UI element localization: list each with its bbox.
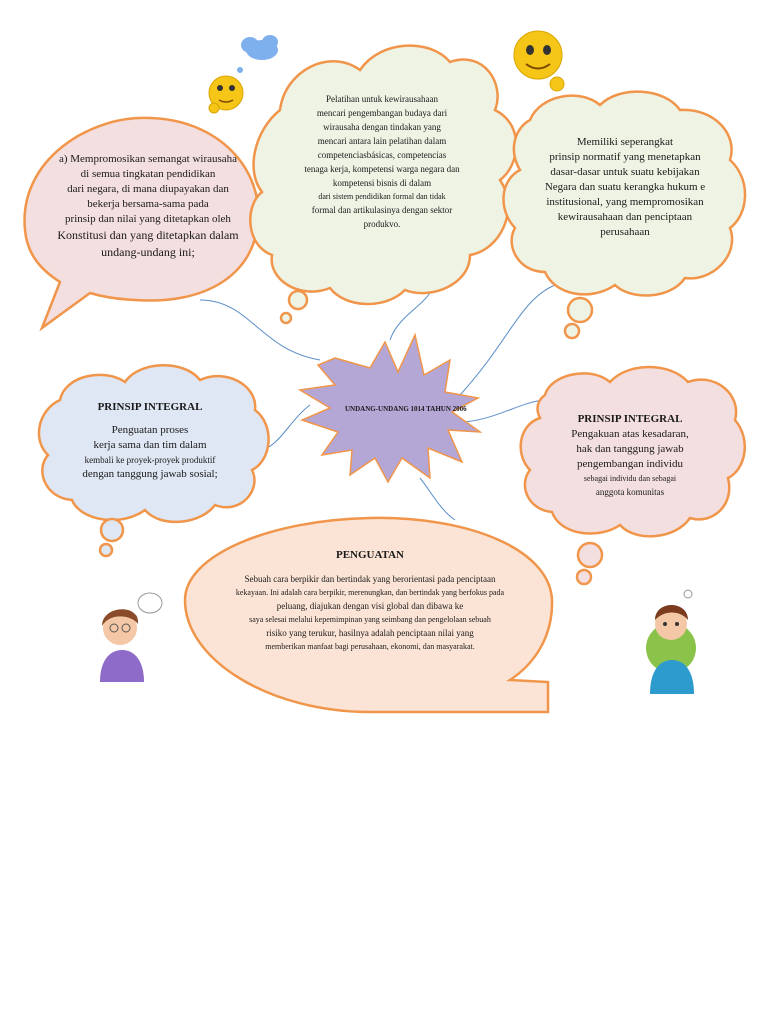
- bubble-top-line-4: mencari antara lain pelatihan dalam: [317, 136, 447, 146]
- bubble-right-line-1: Memiliki seperangkat: [576, 136, 674, 148]
- bubble-left-line-6: Konstitusi dan yang ditetapkan dalam: [57, 228, 239, 242]
- bubble-right-line-4: Negara dan suatu kerangka hukum e: [544, 181, 706, 193]
- bubble-left-line-5: prinsip dan nilai yang ditetapkan oleh: [65, 213, 231, 225]
- bubble-left-line-4: bekerja bersama-sama pada: [87, 198, 209, 210]
- center-title: UNDANG-UNDANG 1014 TAHUN 2006: [345, 405, 467, 413]
- bubble-right-line-6: kewirausahaan dan penciptaan: [557, 211, 693, 223]
- bubble-mid-right-line-3: pengembangan individu: [576, 458, 683, 470]
- bubble-right-line-3: dasar-dasar untuk suatu kebijakan: [550, 166, 700, 178]
- bubble-mid-right-line-5: anggota komunitas: [595, 487, 665, 497]
- bubble-mid-left-line-3: kembali ke proyek-proyek produktif: [84, 455, 216, 465]
- bubble-mid-right-title: PRINSIP INTEGRAL: [577, 413, 683, 425]
- connector-mid-right: [465, 400, 545, 422]
- bubble-bottom-line-5: risiko yang terukur, hasilnya adalah penciptaan nilai yang: [266, 628, 474, 638]
- bubble-mid-left-title: PRINSIP INTEGRAL: [97, 401, 203, 413]
- bubble-top-line-9: formal dan artikulasinya dengan sektor: [311, 205, 453, 215]
- connector-right: [460, 285, 555, 395]
- bubble-left-line-3: dari negara, di mana diupayakan dan: [67, 183, 229, 195]
- bubble-top-line-10: produkvo.: [363, 219, 401, 229]
- bubble-top-line-1: Pelatihan untuk kewirausahaan: [326, 94, 438, 104]
- bubble-top-line-7: kompetensi bisnis di dalam: [332, 178, 432, 188]
- bubble-top-line-6: tenaga kerja, kompetensi warga negara dan: [304, 164, 460, 174]
- bubble-left-text: [48, 152, 248, 261]
- boy-thinking-icon: [646, 590, 696, 694]
- bubble-right-line-7: perusahaan: [600, 226, 650, 238]
- bubble-mid-right-line-2: hak dan tanggung jawab: [576, 443, 684, 455]
- bubble-mid-right-line-4: sebagai individu dan sebagai: [583, 474, 677, 483]
- bubble-mid-left-line-4: dengan tanggung jawab sosial;: [82, 468, 218, 480]
- connector-bottom: [420, 478, 455, 520]
- bubble-left-line-7: undang-undang ini;: [101, 245, 195, 259]
- bubble-right-line-5: institusional, yang mempromosikan: [546, 196, 704, 208]
- bubble-left-line-1: a) Mempromosikan semangat wirausaha: [58, 153, 238, 165]
- bubble-top-line-2: mencari pengembangan budaya dari: [316, 108, 448, 118]
- bubble-bottom-text: [200, 548, 540, 653]
- bubble-top-line-8: dari sistem pendidikan formal dan tidak: [318, 192, 446, 201]
- bubble-mid-left-line-1: Penguatan proses: [111, 424, 189, 436]
- bubble-bottom-line-1: Sebuah cara berpikir dan bertindak yang berorientasi pada penciptaan: [244, 574, 496, 584]
- bubble-bottom-line-3: peluang, diajukan dengan visi global dan dibawa ke: [276, 601, 464, 611]
- bubble-top-text: [282, 92, 482, 231]
- bubble-right-line-2: prinsip normatif yang menetapkan: [549, 151, 701, 163]
- bubble-mid-left-line-2: kerja sama dan tim dalam: [93, 439, 207, 451]
- bubble-top-line-5: competenciasbásicas, competencias: [317, 150, 447, 160]
- smiling-emoji-icon: [514, 31, 564, 91]
- bubble-top-line-3: wirausaha dengan tindakan yang: [323, 122, 441, 132]
- thinking-emoji-icon: [209, 35, 278, 113]
- bubble-mid-right-text: [540, 412, 720, 499]
- bubble-bottom-line-6: memberikan manfaat bagi perusahaan, ekonomi, dan masyarakat.: [265, 642, 475, 651]
- bubble-left-line-2: di semua tingkatan pendidikan: [80, 168, 216, 180]
- bubble-right-text: [530, 135, 720, 240]
- bubble-bottom-line-2: kekayaan. Ini adalah cara berpikir, merenungkan, dan bertindak yang berfokus pada: [235, 588, 505, 597]
- bubble-bottom-title: PENGUATAN: [335, 549, 405, 561]
- bubble-mid-left-text: [60, 400, 240, 482]
- bubble-bottom-line-4: saya selesai melalui kepemimpinan yang seimbang dan pengelolaan sebuah: [249, 615, 491, 624]
- bubble-mid-right-line-1: Pengakuan atas kesadaran,: [571, 428, 689, 440]
- girl-thinking-icon: [100, 593, 162, 682]
